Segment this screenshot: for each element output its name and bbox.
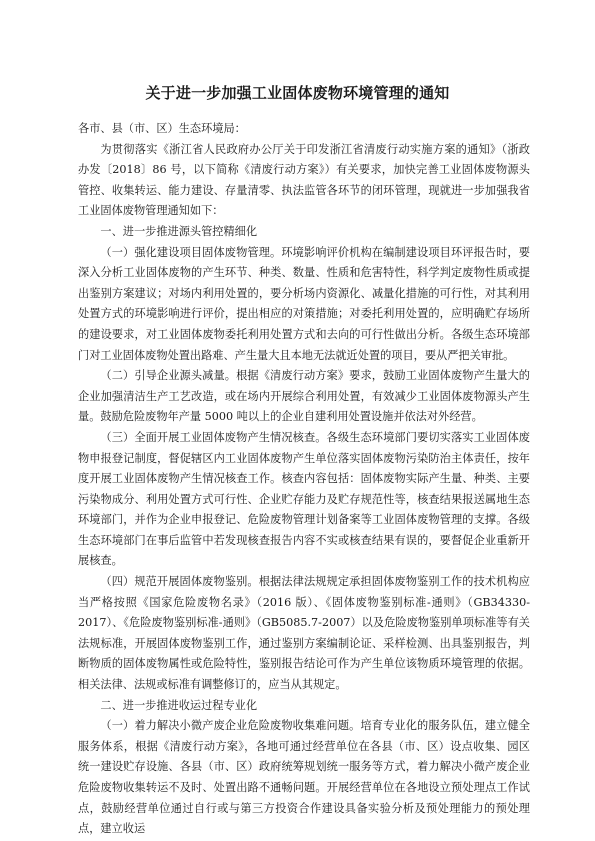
section-heading-2: 二、进一步推进收运过程专业化 <box>100 698 258 712</box>
paragraph-1-3: （三）全面开展工业固体废物产生情况核查。各级生态环境部门要切实落实工业固体废物申报登记制度，督促辖区内工业固体废物产生单位落实固体废物污染防治主体责任，按年度开展工业固体废物产生情况核查工作。核查内容包括：固体废物实际产生量、种类、主要污染物成分、利用处置方式可行性、企业贮存能力及贮存规范性等，核查结果报送属地生态环境部门，并作为企业申报登记、危险废物管理计划备案等工业固体废物管理的支撑。各级生态环境部门在事后监管中若发现核查报告内容不实或核查结果有误的，要督促企业重新开展核查。 <box>78 430 530 568</box>
document-body <box>78 119 530 840</box>
paragraph-1-2: （二）引导企业源头减量。根据《清废行动方案》要求，鼓励工业固体废物产生量大的企业加强清洁生产工艺改造，或在场内开展综合利用处置，有效减少工业固体废物源头产生量。鼓励危险废物年产量 5000 吨以上的企业自建利用处置设施并依法对外经营。 <box>78 369 530 424</box>
section-heading-1: 一、进一步推进源头管控精细化 <box>100 224 258 238</box>
document-title: 关于进一步加强工业固体废物环境管理的通知 <box>145 84 450 102</box>
paragraph-2-1: （一）着力解决小微产废企业危险废物收集难问题。培育专业化的服务队伍，建立健全服务体系，根据《清废行动方案》，各地可通过经营单位在各县（市、区）设点收集、园区统一建设贮存设施、各县（市、区）政府统筹规划统一服务等方式，着力解决小微产废企业危险废物收集转运不及时、处置出路不通畅问题。开展经营单位在各地设立预处理点工作试点，鼓励经营单位通过自行或与第三方投资合作建设具备实验分析及预处理能力的预处理点，建立收运 <box>78 719 530 836</box>
intro-paragraph: 为贯彻落实《浙江省人民政府办公厅关于印发浙江省清废行动实施方案的通知》（浙政办发〔2018〕86 号，以下简称《清废行动方案》）有关要求，加快完善工业固体废物源头管控、收集转运、能力建设、存量清零、执法监管各环节的闭环管理，现就进一步加强我省工业固体废物管理通知如下： <box>78 142 530 218</box>
paragraph-1-4: （四）规范开展固体废物鉴别。根据法律法规规定承担固体废物鉴别工作的技术机构应当严格按照《国家危险废物名录》（2016 版）、《固体废物鉴别标准-通则》（GB34330-2017）、《危险废物鉴别标准-通则》（GB5085.7-2007）以及危险废物鉴别单项标准等有关法规标准，开展固体废物鉴别工作，通过鉴别方案编制论证、采样检测、出具鉴别报告，判断物质的固体废物属性或危险特性，鉴别报告结论可作为产生单位该物质环境管理的依据。相关法律、法规或标准有调整修订的，应当从其规定。 <box>78 575 530 692</box>
salutation: 各市、县（市、区）生态环境局： <box>78 122 246 135</box>
paragraph-1-1: （一）强化建设项目固体废物管理。环境影响评价机构在编制建设项目环评报告时，要深入分析工业固体废物的产生环节、种类、数量、性质和危害特性，科学判定废物性质或提出鉴别方案建议；对场内利用处置的，要分析场内资源化、减量化措施的可行性，对其利用处置方式的环境影响进行评价，提出相应的对策措施；对委托利用处置的，应明确贮存场所的建设要求，对工业固体废物委托利用处置方式和去向的可行性做出分析。各级生态环境部门对工业固体废物处置出路难、产生量大且本地无法就近处置的项目，要从严把关审批。 <box>78 245 530 362</box>
